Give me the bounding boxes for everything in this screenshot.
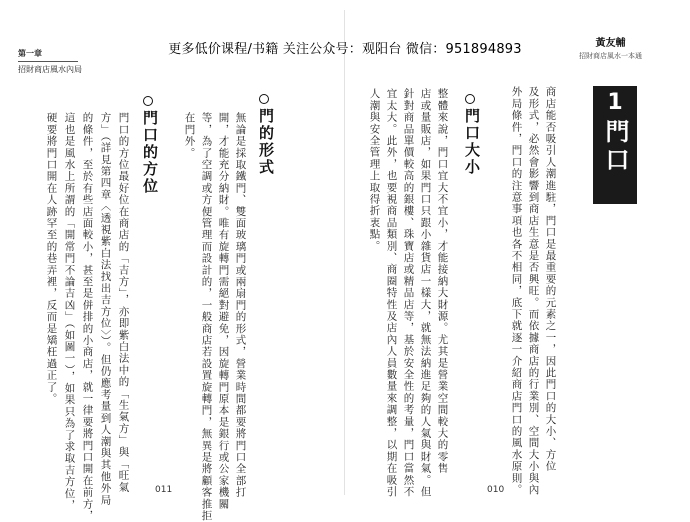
chapter-box <box>593 86 637 204</box>
text-column: 無論是採取鐵門、雙面玻璃門或兩扇門的形式，營業時間都要將門口全部打 <box>234 112 247 499</box>
text-column: 門口的方位最好位在商店的「吉方」，亦即紫白法中的「生氣方」與「旺氣 <box>117 112 130 493</box>
chapter-title: 門口 <box>601 119 630 175</box>
text-column: 在門外。 <box>183 112 196 159</box>
right-page <box>345 0 690 501</box>
text-column: 這也是風水上所謂的「開常門不論吉凶」（如圖一），如果只為了求取吉方位， <box>63 112 76 511</box>
text-column: 方」（詳見第四章〈透視紫白法找出吉方位〉）。但仍應考量到人潮與其他外局 <box>99 112 112 506</box>
text-column: 商店能否吸引人潮進駐，門口是最重要的元素之一，因此門口的大小、方位 <box>544 86 557 473</box>
text-column: 店或量販店，如果門口只跟小雜貨店一樣大，就無法納進足夠的人氣與財氣。但 <box>419 88 432 498</box>
text-column: 的條件，至於有些店面較小，甚至是併排的小商店，就一律要將門口開在前方， <box>81 112 94 522</box>
section-bullet-icon <box>143 96 153 106</box>
text-column: 人潮與安全管理上取得折衷點。 <box>368 88 381 252</box>
series-title: 招財商店風水一本通 <box>579 52 642 60</box>
banner: 更多低价课程/书籍 关注公众号：观阳台 微信：951894893 <box>168 42 522 57</box>
text-column: 開，才能充分納財。唯有旋轉門需絕對避免，因旋轉門原本是銀行或公家機關 <box>217 112 230 510</box>
page-number: 010 <box>487 485 505 495</box>
section-heading-door-size: 門口大小 <box>463 108 481 176</box>
text-column: 及形式，必然會影響到商店生意是否興旺。而依據商店的行業別、空間大小與內 <box>527 86 540 496</box>
text-column: 硬要將門口開在人跡罕至的巷弄裡，反而是矯枉過正了。 <box>45 112 58 405</box>
chapter-subtitle: 招財商店風水內局 <box>18 65 82 74</box>
chapter-number: 1 <box>607 90 623 115</box>
text-column: 整體來說，門口宜大不宜小，才能接納大財源。尤其是營業空間較大的零售 <box>436 88 449 475</box>
section-heading-door-direction: 門口的方位 <box>141 110 159 195</box>
chapter-tag-rule <box>18 61 78 62</box>
section-bullet-icon <box>259 94 269 104</box>
chapter-label: 第一章 <box>18 48 42 58</box>
text-column: 宜太大。此外，也要視商品類別、商圈特性及店內人員數量來調整，以期在吸引 <box>385 88 398 498</box>
text-column: 外局條件，門口的注意事項也各不相同，底下就逐一介紹商店門口的風水原則。 <box>510 86 523 496</box>
section-heading-door-style: 門的形式 <box>257 108 275 176</box>
text-column: 針對商品單價較高的銀樓、珠寶店或精品店等，基於安全性的考量，門口當然不 <box>402 88 415 498</box>
page-number: 011 <box>155 485 173 495</box>
section-bullet-icon <box>465 94 475 104</box>
text-column: 等，為了空調或方便管理而設計的，一般商店若設置旋轉門，無異是將顧客推拒 <box>200 112 213 522</box>
author-name: 黃友輔 <box>595 38 626 49</box>
